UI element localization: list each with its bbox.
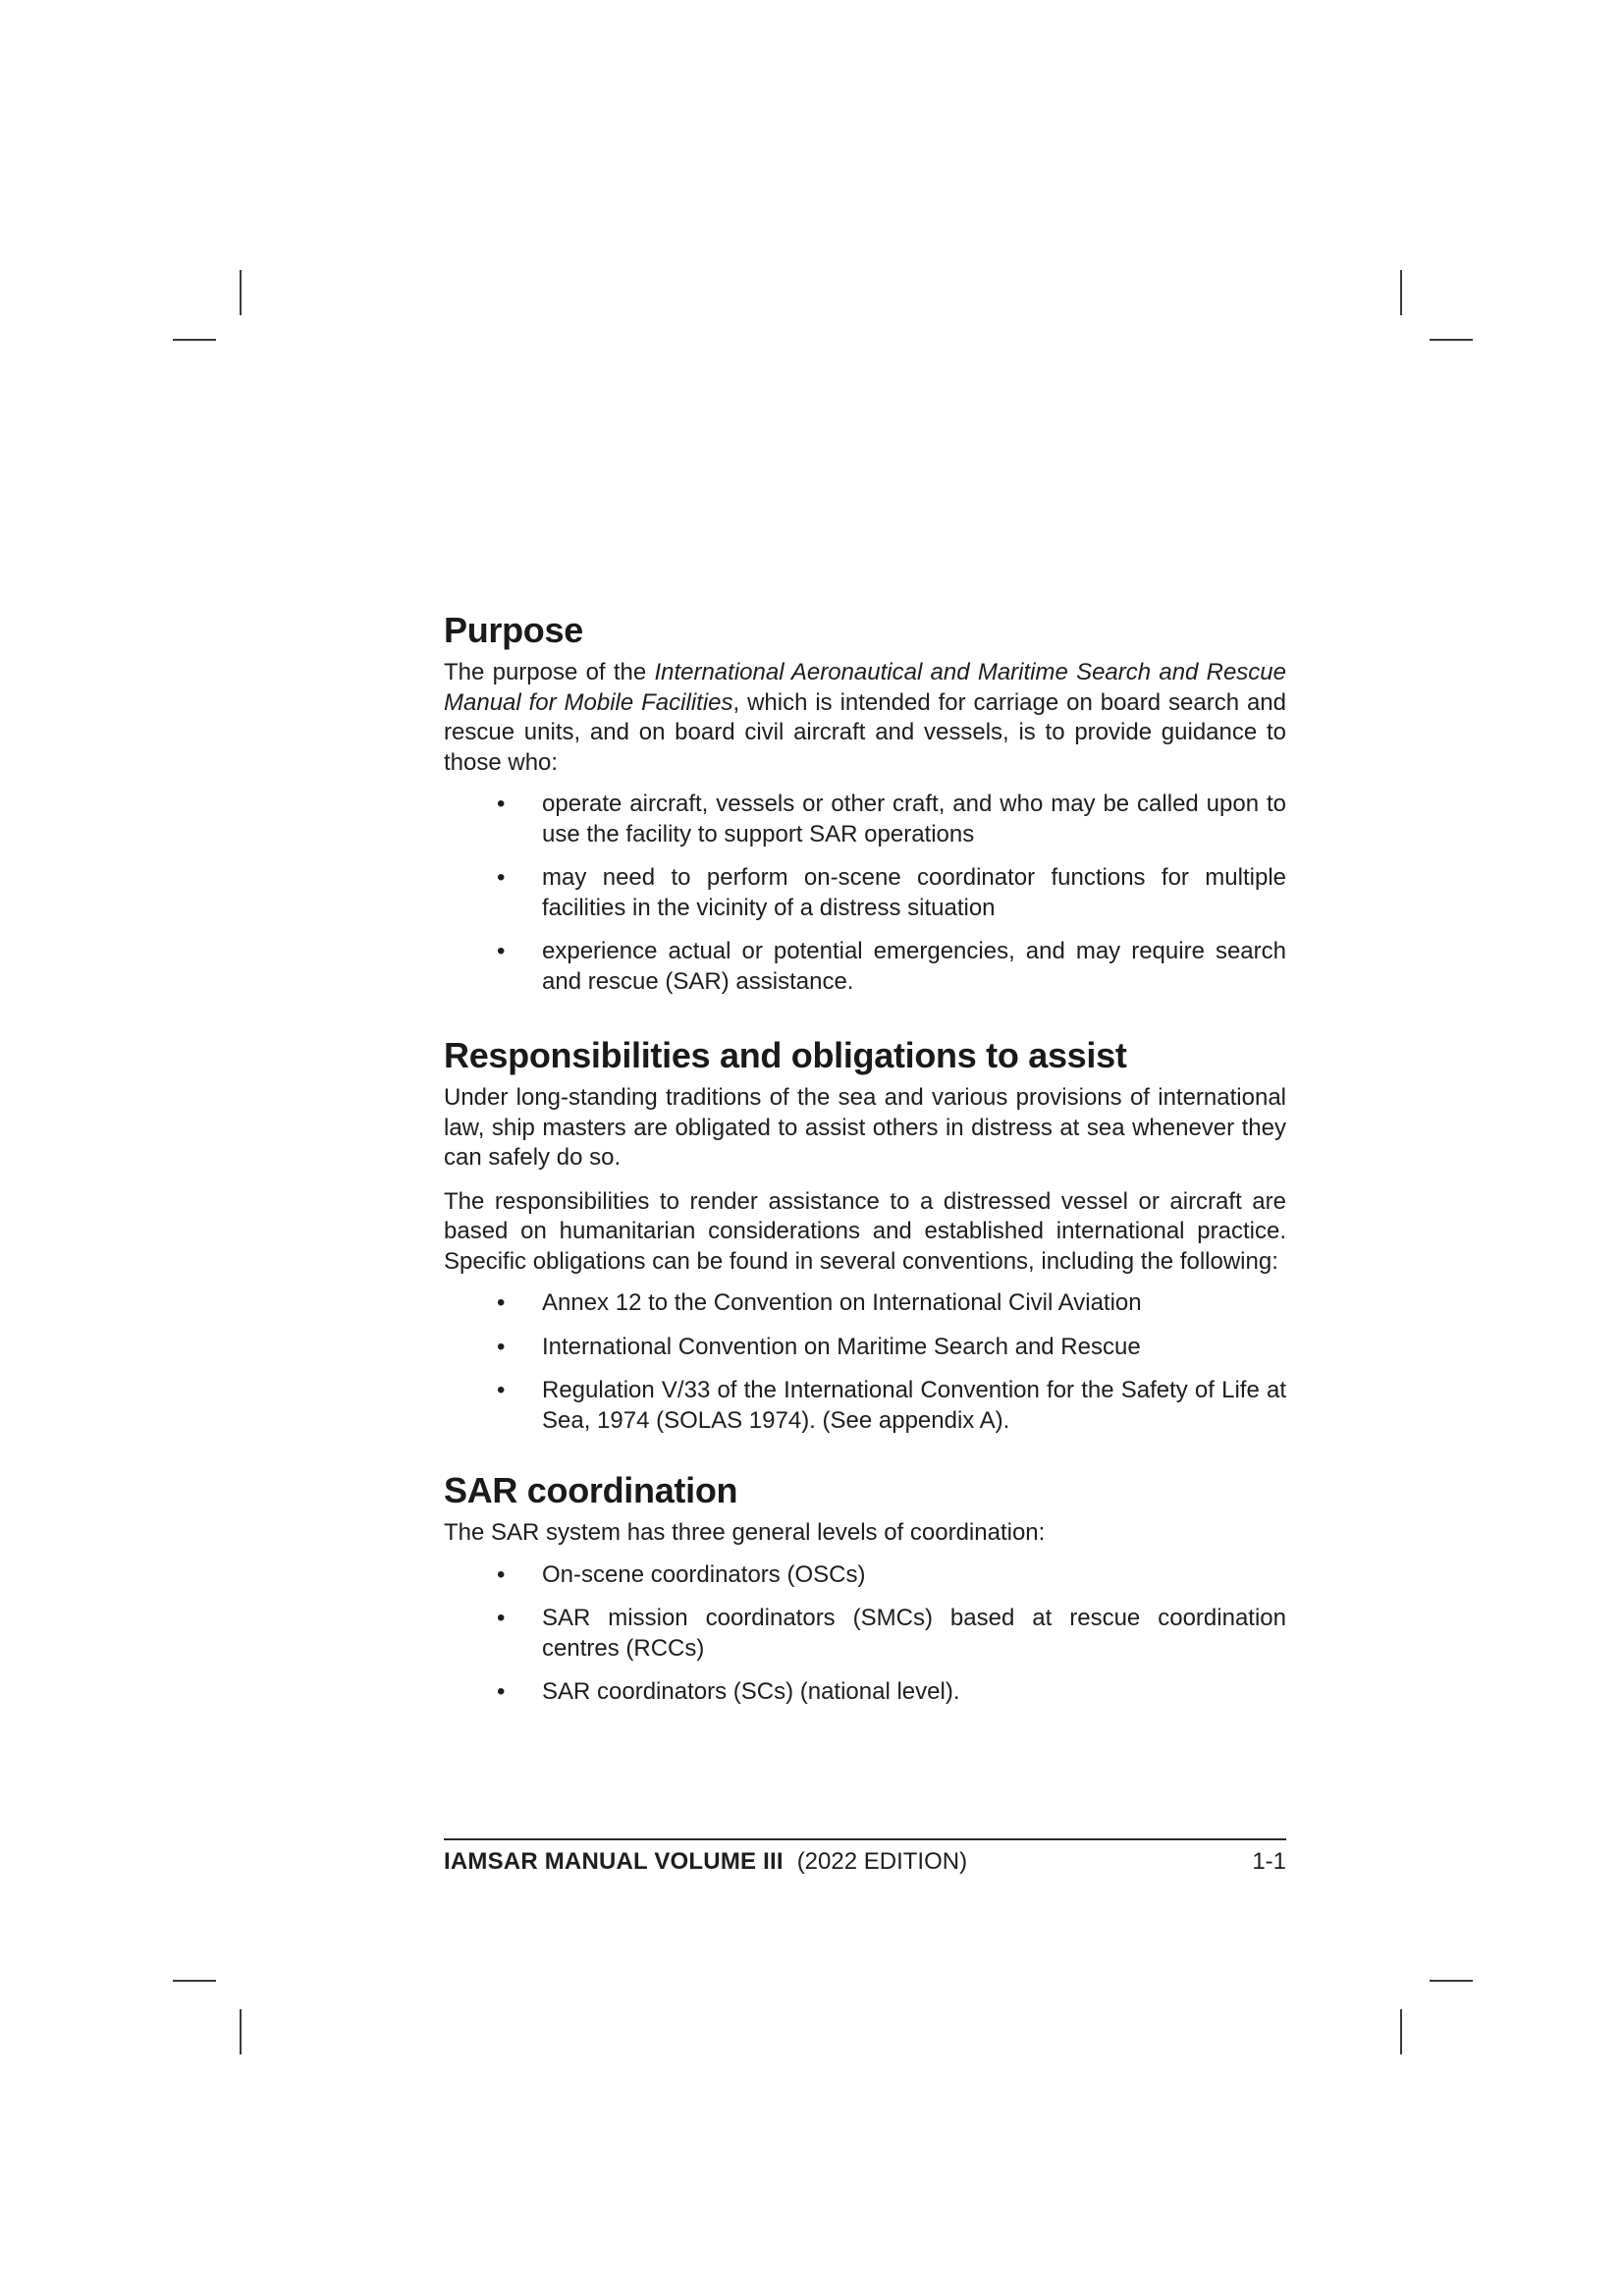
purpose-intro-pre: The purpose of the [444,659,655,685]
section-purpose [444,609,1286,997]
footer-edition: (2022 EDITION) [796,1848,968,1875]
page-number: 1-1 [1252,1848,1286,1875]
coordination-levels-list [444,1560,1286,1708]
list-item-text: Regulation V/33 of the International Convention for the Safety of Life at Sea, 1974 (SOLAS 1974). (See appendix A). [542,1377,1286,1434]
list-item [444,1288,1286,1319]
list-item [444,790,1286,849]
page-footer [444,1838,1286,1876]
list-item-text: operate aircraft, vessels or other craft, and who may be called upon to use the facility to support SAR operations [542,791,1286,847]
list-item [444,1604,1286,1664]
page-content [444,609,1286,1722]
list-item [444,863,1286,923]
bullet-icon: • [497,1678,506,1705]
list-item [444,1333,1286,1363]
list-item-text: On-scene coordinators (OSCs) [542,1560,866,1588]
crop-mark-top-left-horizontal [173,339,216,341]
bullet-icon: • [497,1289,506,1316]
list-item [444,1376,1286,1436]
purpose-list [444,790,1286,997]
purpose-paragraph [444,658,1286,778]
manual-title-italic: International Aeronautical and Maritime Search and Rescue Manual for Mobile Facilities [444,659,1287,716]
crop-mark-bottom-right-horizontal [1430,1980,1473,1982]
section-sar-coordination [444,1469,1286,1708]
responsibilities-paragraph-1: Under long-standing traditions of the sea and various provisions of international law, ship masters are obligated to assist others in distress at sea whenever they can safely do so. [444,1084,1286,1171]
crop-mark-top-left-vertical [240,270,242,315]
footer-left [444,1848,967,1876]
bullet-icon: • [497,1605,506,1631]
crop-mark-bottom-left-horizontal [173,1980,216,1982]
sar-coordination-paragraph: The SAR system has three general levels of coordination: [444,1519,1046,1546]
list-item-text: experience actual or potential emergencies, and may require search and rescue (SAR) assistance. [542,938,1286,995]
crop-mark-bottom-right-vertical [1400,2009,1402,2054]
bullet-icon: • [497,1333,506,1360]
bullet-icon: • [497,938,506,964]
purpose-intro-post: , which is intended for carriage on board search and rescue units, and on board civil aircraft and vessels, is to provide guidance to those who: [444,688,1286,776]
list-item-text: may need to perform on-scene coordinator functions for multiple facilities in the vicinity of a distress situation [542,864,1286,921]
section-responsibilities [444,1034,1286,1436]
section-title-purpose: Purpose [444,610,583,650]
conventions-list [444,1288,1286,1436]
crop-mark-top-right-vertical [1400,270,1402,315]
list-item-text: International Convention on Maritime Search and Rescue [542,1333,1141,1360]
list-item-text: SAR mission coordinators (SMCs) based at rescue coordination centres (RCCs) [542,1605,1286,1662]
footer-manual-title: IAMSAR MANUAL VOLUME III [444,1848,784,1875]
list-item-text: Annex 12 to the Convention on International Civil Aviation [542,1289,1142,1316]
bullet-icon: • [497,1377,506,1403]
bullet-icon: • [497,791,506,817]
list-item-text: SAR coordinators (SCs) (national level). [542,1678,960,1705]
section-title-responsibilities: Responsibilities and obligations to assist [444,1035,1127,1075]
crop-mark-top-right-horizontal [1430,339,1473,341]
list-item [444,937,1286,997]
list-item [444,1560,1286,1591]
bullet-icon: • [497,1560,506,1588]
list-item [444,1677,1286,1708]
section-title-sar-coordination: SAR coordination [444,1470,738,1510]
responsibilities-paragraph-2: The responsibilities to render assistance to a distressed vessel or aircraft are based on humanitarian considerations and established international practice. Specific obligations can be found in several conventions, including the following: [444,1187,1286,1275]
bullet-icon: • [497,864,506,891]
crop-mark-bottom-left-vertical [240,2009,242,2054]
